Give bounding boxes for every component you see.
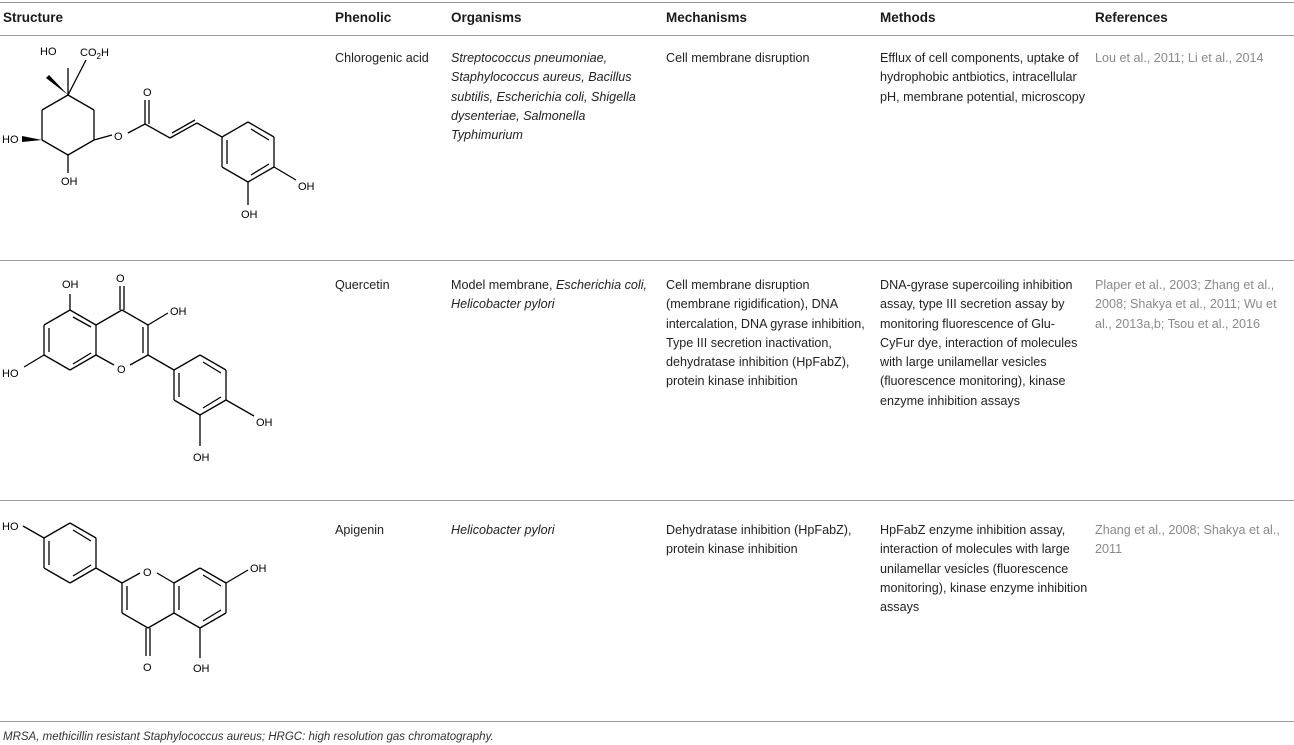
row-divider-1 [0, 260, 1294, 261]
row3-mechanisms: Dehydratase inhibition (HpFabZ), protein kinase inhibition [666, 523, 852, 557]
table-top-rule [0, 2, 1294, 3]
apigenin-oh7-label: OH [250, 563, 267, 575]
quercetin-oh3-label: OH [170, 306, 187, 318]
row1-organisms: Streptococcus pneumoniae, Staphylococcus aureus, Bacillus subtilis, Escherichia coli, Shigella dysenteriae, Salmonella Typhimurium [451, 51, 636, 143]
chlorogenic-co2h-label: $CO_2H$ [80, 47, 109, 61]
header-references: References [1095, 10, 1168, 25]
apigenin-oh5-label: OH [193, 663, 210, 675]
row1-mechanisms: Cell membrane disruption [666, 51, 810, 65]
header-methods: Methods [880, 10, 936, 25]
quercetin-oh4p-label: OH [256, 417, 273, 429]
apigenin-structure [0, 506, 330, 718]
chlorogenic-carbonyl-o-label: O [143, 87, 152, 99]
chlorogenic-ring-oh-2-label: OH [241, 209, 258, 221]
row1-methods: Efflux of cell components, uptake of hydrophobic antbiotics, intracellular pH, membrane potential, microscopy [880, 51, 1086, 104]
quercetin-carbonyl-o-label: O [116, 273, 125, 285]
row3-references: Zhang et al., 2008; Shakya et al., 2011 [1095, 523, 1280, 557]
apigenin-ring-o-label: O [143, 567, 152, 579]
apigenin-ho4p-label: HO [2, 521, 19, 533]
row2-organisms [451, 276, 656, 315]
quercetin-ho7-label: HO [2, 368, 19, 380]
row2-mechanisms: Cell membrane disruption (membrane rigidification), DNA intercalation, DNA gyrase inhibition, Type III secretion inactivation, dehydratase inhibition (HpFabZ), protein kinase inhibition [666, 278, 865, 389]
table-footnote: MRSA, methicillin resistant Staphylococcus aureus; HRGC: high resolution gas chromatography. [3, 731, 494, 743]
row-divider-2 [0, 500, 1294, 501]
header-bottom-rule [0, 35, 1294, 36]
row2-organisms-plain: Model membrane, [451, 278, 556, 292]
chlorogenic-ho-label: HO [40, 46, 57, 58]
row2-phenolic: Quercetin [335, 278, 390, 292]
header-phenolic: Phenolic [335, 10, 392, 25]
row3-organisms: Helicobacter pylori [451, 523, 555, 537]
row2-organisms-italic: Escherichia coli, Helicobacter pylori [451, 278, 647, 312]
row2-methods: DNA-gyrase supercoiling inhibition assay, type III secretion assay by monitoring fluorescence of Glu-CyFur dye, interaction of molecules with large unilamellar vesicles (fluorescence monitoring), kinase enzyme inhibition assays [880, 278, 1078, 408]
header-mechanisms: Mechanisms [666, 10, 748, 25]
chlorogenic-ring-oh-1-label: OH [298, 181, 315, 193]
quercetin-structure [0, 266, 330, 496]
apigenin-carbonyl-o-label: O [143, 662, 152, 674]
quercetin-ring-o-label: O [117, 364, 126, 376]
row2-references: Plaper et al., 2003; Zhang et al., 2008; Shakya et al., 2011; Wu et al., 2013a,b; Tsou et al., 2016 [1095, 278, 1277, 331]
row1-phenolic: Chlorogenic acid [335, 51, 429, 65]
header-structure: Structure [3, 10, 64, 25]
chlorogenic-ho-left-label: HO [2, 134, 19, 146]
table-bottom-rule [0, 721, 1294, 722]
quercetin-oh5-label: OH [62, 279, 79, 291]
header-organisms: Organisms [451, 10, 522, 25]
chlorogenic-ester-o-label: O [114, 131, 123, 143]
quercetin-oh3p-label: OH [193, 452, 210, 464]
row1-references: Lou et al., 2011; Li et al., 2014 [1095, 51, 1264, 65]
row3-methods: HpFabZ enzyme inhibition assay, interaction of molecules with large unilamellar vesicles (fluorescence monitoring), kinase enzyme inhibition assays [880, 523, 1088, 615]
row3-phenolic: Apigenin [335, 523, 385, 537]
chlorogenic-acid-structure [0, 40, 330, 255]
chlorogenic-oh-bottom-label: OH [61, 176, 78, 188]
